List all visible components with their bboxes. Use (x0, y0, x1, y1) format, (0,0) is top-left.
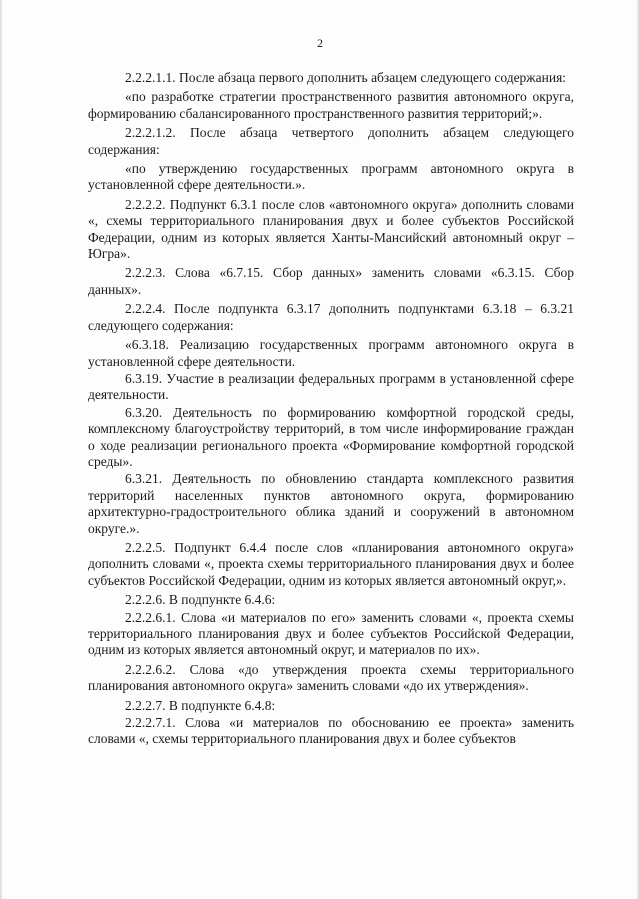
paragraph: 6.3.20. Деятельность по формированию комфортной городской среды, комплексному благоустройству территорий, в том числе информирование граждан о ходе реализации регионального проекта «Формирование комфортной городской среды». (88, 404, 574, 469)
paragraph: 2.2.2.7.1. Слова «и материалов по обоснованию ее проекта» заменить словами «, схемы территориального планирования двух и более субъектов (88, 715, 574, 747)
paragraph: 6.3.19. Участие в реализации федеральных программ в установленной сфере деятельности. (88, 370, 574, 403)
paragraph: 2.2.2.6. В подпункте 6.4.6: (125, 592, 276, 608)
paragraph: «по утверждению государственных программ автономного округа в установленной сфере деятельности.». (88, 161, 574, 193)
paragraph: 2.2.2.5. Подпункт 6.4.4 после слов «планирования автономного округа» дополнить словами «, проекта схемы территориального планирования двух и более субъектов Российской Федерации, одним из которых является автономный округ,». (88, 539, 574, 588)
paragraph: 2.2.2.7. В подпункте 6.4.8: (125, 697, 276, 713)
paragraph: «по разработке стратегии пространственного развития автономного округа, формированию сбалансированного пространственного развития территорий;». (88, 89, 574, 121)
paragraph: «6.3.18. Реализацию государственных программ автономного округа в установленной сфере деятельности. (88, 337, 574, 369)
paragraph: 2.2.2.3. Слова «6.7.15. Сбор данных» заменить словами «6.3.15. Сбор данных». (88, 265, 574, 297)
paragraph: 2.2.2.6.2. Слова «до утверждения проекта схемы территориального планирования автономного округа» заменить словами «до их утверждения». (88, 661, 574, 694)
paragraph: 2.2.2.1.2. После абзаца четвертого дополнить абзацем следующего содержания: (88, 125, 574, 157)
paragraph: 2.2.2.1.1. После абзаца первого дополнить абзацем следующего содержания: (125, 70, 567, 85)
paragraph: 2.2.2.6.1. Слова «и материалов по его» заменить словами «, проекта схемы территориального планирования двух и более субъектов Российской Федерации, одним из которых является автономный округ, и материалов по их». (88, 609, 574, 658)
document-body (88, 70, 574, 751)
paragraph: 2.2.2.2. Подпункт 6.3.1 после слов «автономного округа» дополнить словами «, схемы территориального планирования двух и более субъектов Российской Федерации, одним из которых является Ханты-Мансийский автономный округ – Югра». (88, 196, 574, 262)
page-number: 2 (317, 36, 323, 50)
paragraph: 2.2.2.4. После подпункта 6.3.17 дополнить подпунктами 6.3.18 – 6.3.21 следующего содержания: (88, 301, 574, 333)
paragraph: 6.3.21. Деятельность по обновлению стандарта комплексного развития территорий населенных пунктов автономного округа, формированию архитектурно-градостроительного облика зданий и сооружений в автономном округе.». (88, 471, 574, 536)
scan-edge-right (636, 0, 640, 899)
scan-edge-left (0, 0, 3, 899)
